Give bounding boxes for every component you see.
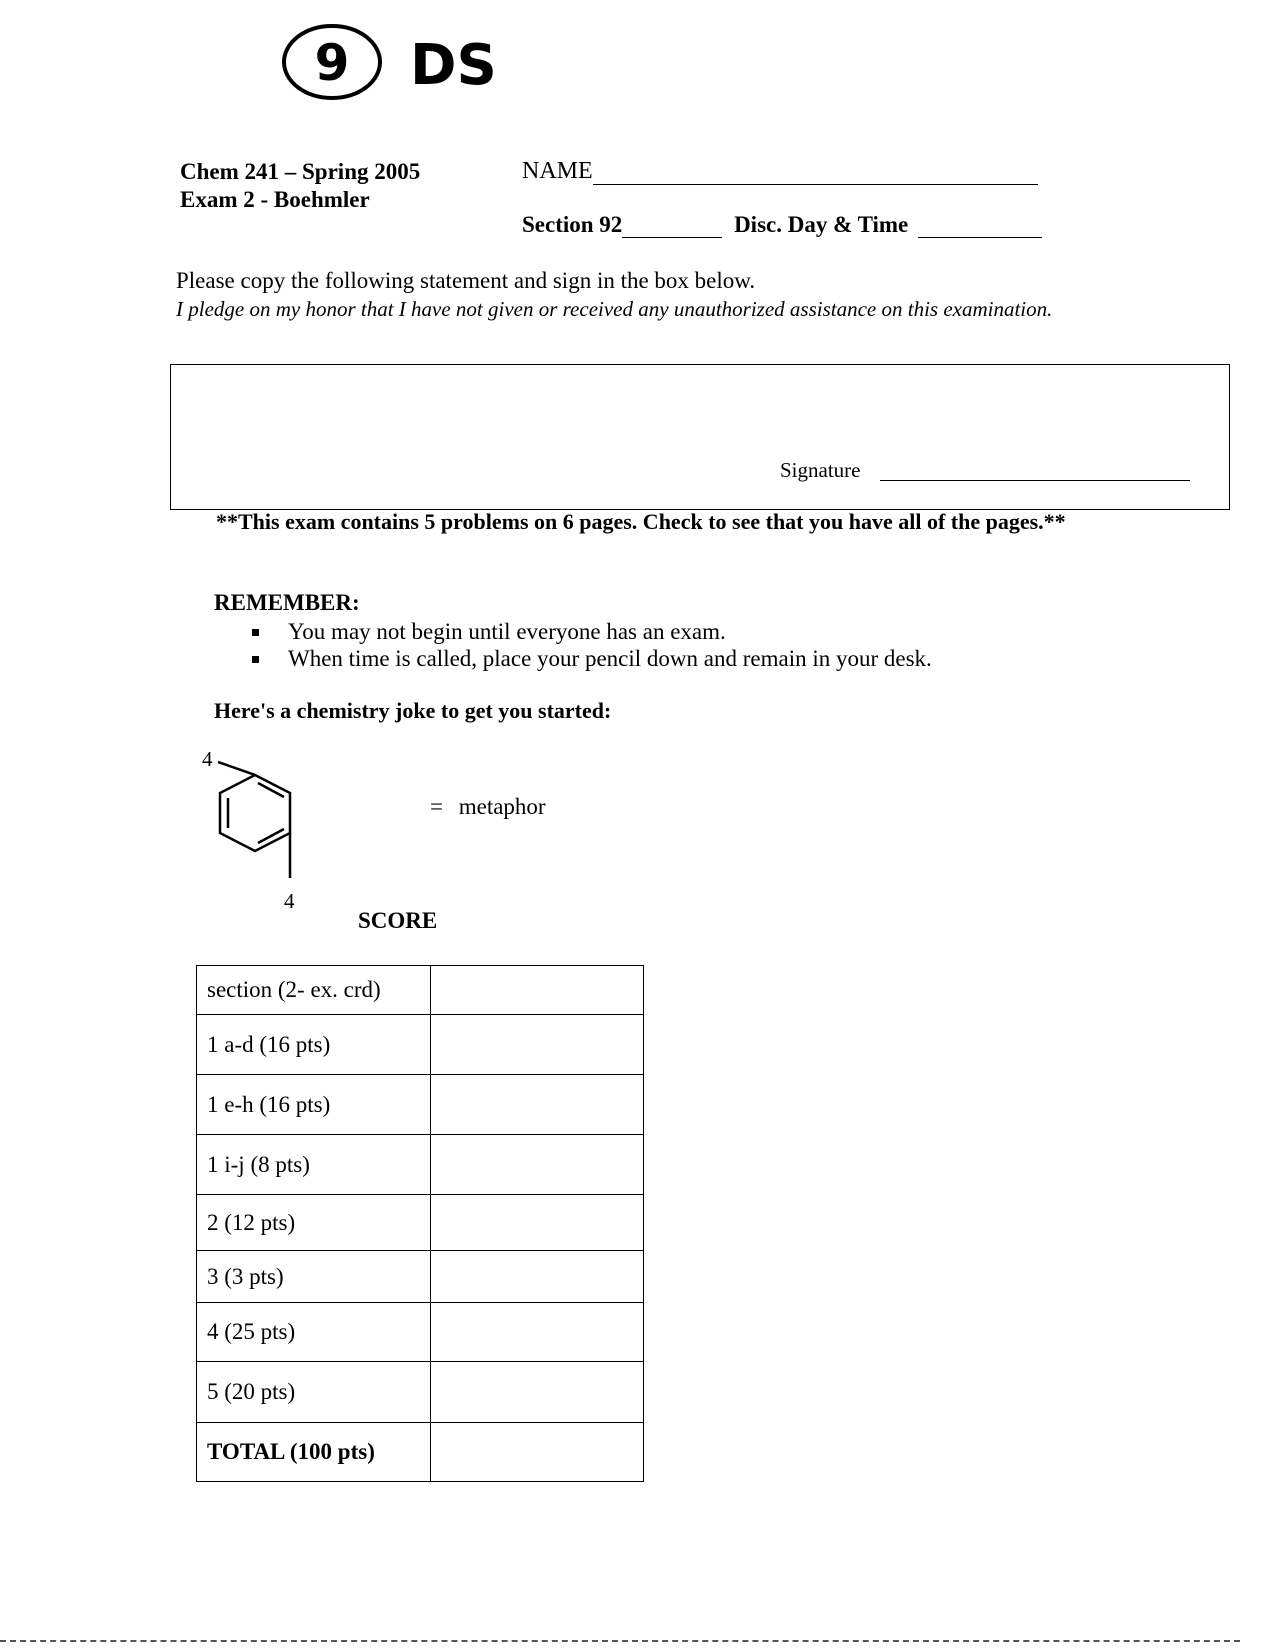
joke-answer bbox=[430, 794, 546, 820]
table-row bbox=[197, 1303, 644, 1362]
table-row bbox=[197, 1362, 644, 1423]
benzene-ring bbox=[220, 775, 290, 851]
section-label: Section 92 bbox=[522, 212, 623, 237]
name-label: NAME bbox=[522, 158, 593, 184]
substituent-label-bottom: 4 bbox=[284, 889, 295, 913]
table-row bbox=[197, 1251, 644, 1303]
score-row-label: 2 (12 pts) bbox=[197, 1195, 431, 1251]
score-row-value[interactable] bbox=[431, 1195, 644, 1251]
score-row-label: section (2- ex. crd) bbox=[197, 966, 431, 1015]
score-total-label: TOTAL (100 pts) bbox=[197, 1423, 431, 1482]
score-row-label: 1 a-d (16 pts) bbox=[197, 1015, 431, 1075]
double-bond bbox=[258, 829, 284, 843]
table-row bbox=[197, 1195, 644, 1251]
table-row bbox=[197, 1423, 644, 1482]
copy-instruction: Please copy the following statement and sign in the box below. bbox=[176, 268, 756, 293]
remember-item: You may not begin until everyone has an exam. bbox=[248, 618, 932, 645]
exam-title: Exam 2 - Boehmler bbox=[180, 187, 370, 212]
score-title: SCORE bbox=[358, 908, 438, 933]
score-row-value[interactable] bbox=[431, 1135, 644, 1195]
score-row-label: 1 i-j (8 pts) bbox=[197, 1135, 431, 1195]
section-row bbox=[522, 212, 1042, 238]
answer-text: metaphor bbox=[458, 794, 546, 819]
name-blank[interactable] bbox=[593, 162, 1038, 185]
handwritten-score-mark bbox=[280, 14, 540, 104]
benzene-structure-diagram bbox=[200, 748, 330, 918]
substituent-label-top: 4 bbox=[202, 748, 213, 771]
exam-notice: **This exam contains 5 problems on 6 pages. Check to see that you have all of the pages.** bbox=[216, 509, 1066, 534]
disc-label: Disc. Day & Time bbox=[734, 212, 909, 237]
disc-blank[interactable] bbox=[918, 215, 1042, 238]
signature-line[interactable] bbox=[880, 462, 1190, 481]
score-total-value[interactable] bbox=[431, 1423, 644, 1482]
remember-heading: REMEMBER: bbox=[214, 590, 360, 615]
score-row-value[interactable] bbox=[431, 1362, 644, 1423]
score-row-value[interactable] bbox=[431, 966, 644, 1015]
circled-number: 9 bbox=[314, 34, 350, 92]
score-table bbox=[196, 965, 644, 1482]
honor-pledge: I pledge on my honor that I have not given or received any unauthorized assistance on this examination. bbox=[176, 297, 1053, 321]
score-row-value[interactable] bbox=[431, 1251, 644, 1303]
score-row-label: 1 e-h (16 pts) bbox=[197, 1075, 431, 1135]
table-row bbox=[197, 1135, 644, 1195]
signature-box[interactable] bbox=[170, 364, 1230, 510]
table-row bbox=[197, 1075, 644, 1135]
signature-label: Signature bbox=[780, 458, 861, 482]
substituent-bond-top bbox=[218, 762, 255, 775]
score-row-label: 3 (3 pts) bbox=[197, 1251, 431, 1303]
score-row-value[interactable] bbox=[431, 1075, 644, 1135]
score-row-label: 5 (20 pts) bbox=[197, 1362, 431, 1423]
course-header bbox=[180, 158, 420, 214]
joke-heading: Here's a chemistry joke to get you started: bbox=[214, 698, 612, 723]
table-row bbox=[197, 966, 644, 1015]
name-field bbox=[522, 158, 1038, 185]
course-title: Chem 241 – Spring 2005 bbox=[180, 159, 421, 184]
table-row bbox=[197, 1015, 644, 1075]
initials: DS bbox=[410, 33, 497, 98]
equals-sign: = bbox=[430, 794, 443, 819]
section-blank[interactable] bbox=[622, 215, 722, 238]
score-row-value[interactable] bbox=[431, 1015, 644, 1075]
remember-list bbox=[248, 618, 932, 672]
score-row-value[interactable] bbox=[431, 1303, 644, 1362]
double-bond bbox=[258, 783, 284, 797]
page-bottom-edge bbox=[0, 1640, 1240, 1642]
remember-item: When time is called, place your pencil down and remain in your desk. bbox=[248, 645, 932, 672]
score-row-label: 4 (25 pts) bbox=[197, 1303, 431, 1362]
